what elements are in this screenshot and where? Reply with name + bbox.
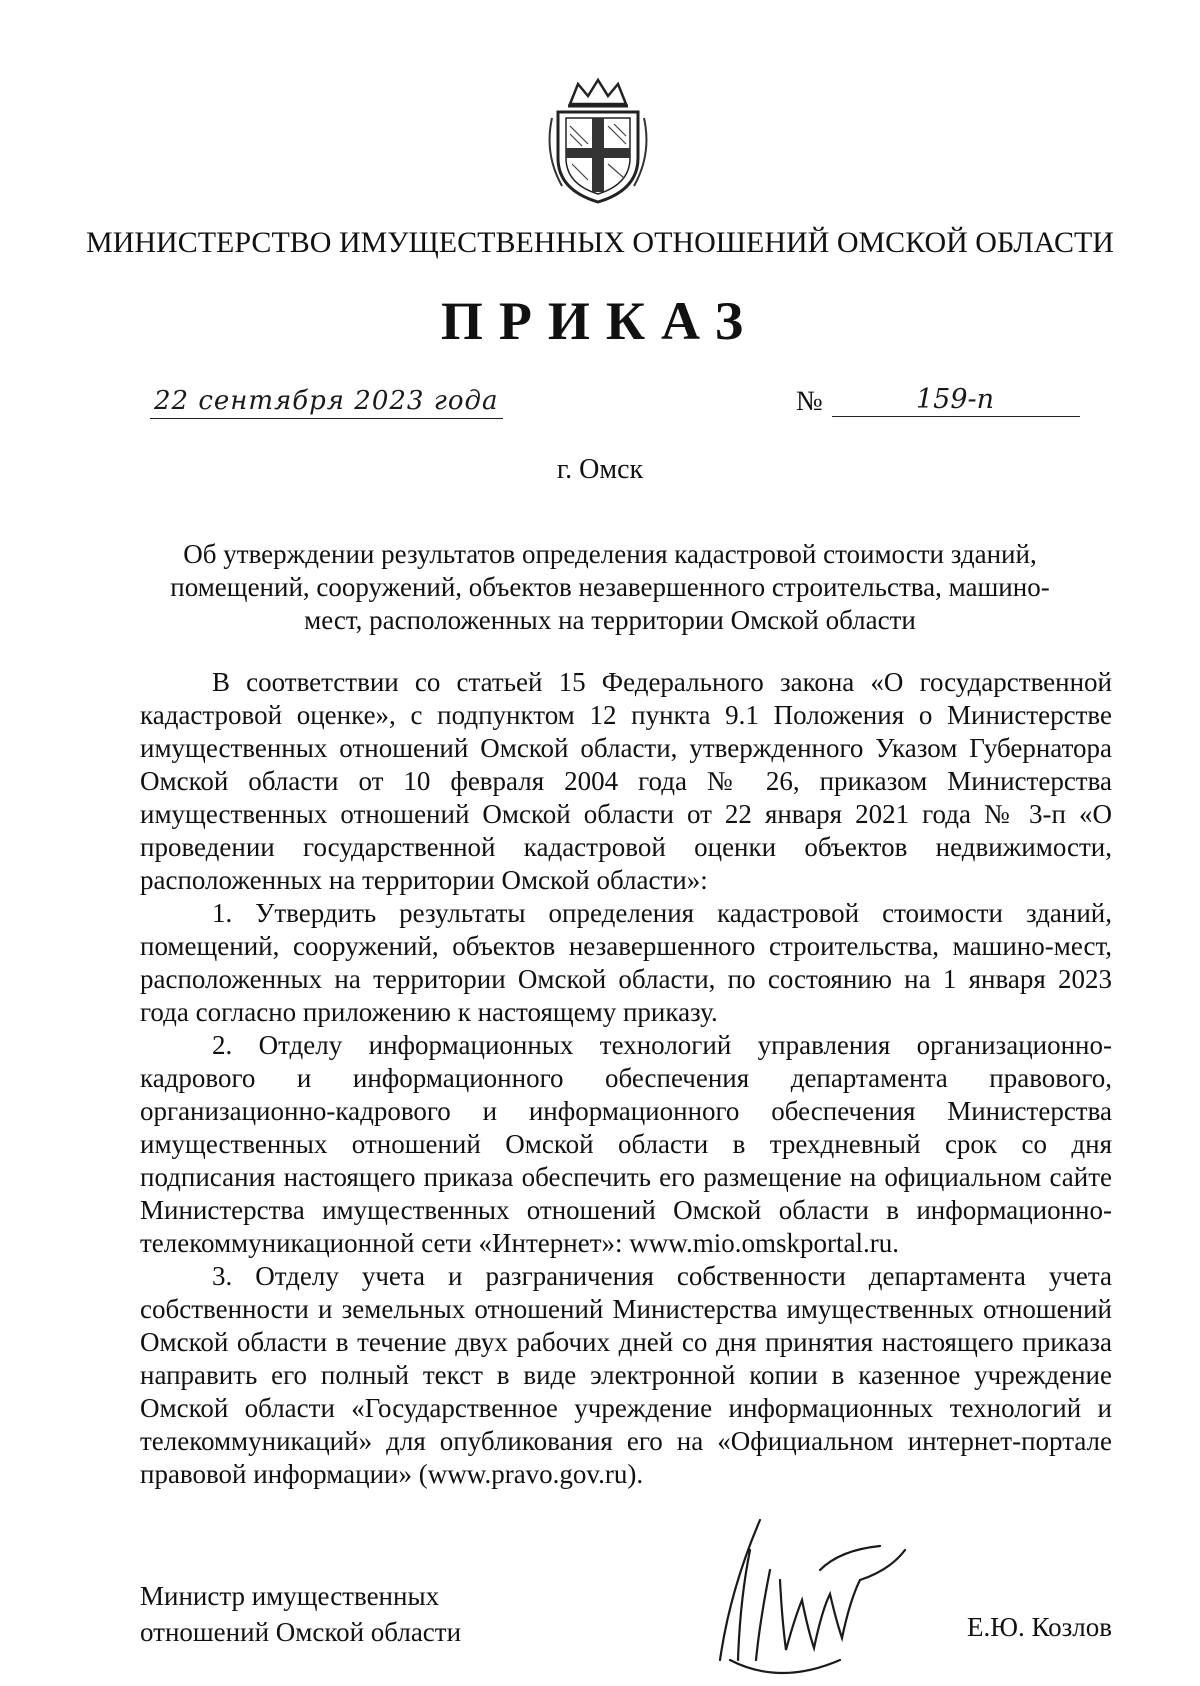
number-label: № [796,386,823,417]
handwritten-signature-icon [690,1510,920,1686]
position-line-2: отношений Омской области [140,1617,462,1647]
city-line: г. Омск [556,454,644,485]
document-type-title: ПРИКАЗ [440,291,760,351]
signatory-position [140,1578,461,1650]
number-underline [832,416,1080,417]
order-item-1: 1. Утвердить результаты определения кадастровой стоимости зданий, помещений, сооружений, объектов незавершенного строительства, машино-мест, расположенных на территории Омской области, по состоянию на 1 января 2023 года согласно приложению к настоящему приказу. [140,898,1112,1027]
handwritten-date: 22 сентября 2023 года [150,386,503,419]
ministry-name: МИНИСТЕРСТВО ИМУЩЕСТВЕННЫХ ОТНОШЕНИЙ ОМСКОЙ ОБЛАСТИ [86,226,1114,259]
order-body [140,666,1112,1491]
order-item-3: 3. Отделу учета и разграничения собственности департамента учета собственности и земельных отношений Министерства имущественных отношений Омской области в течение двух рабочих дней со дня принятия настоящего приказа направить его полный текст в виде электронной копии в казенное учреждение Омской области «Государственное учреждение информационных технологий и телекоммуникаций» для опубликования его на «Официальном интернет-портале правовой информации» (www.pravo.gov.ru). [140,1261,1112,1489]
handwritten-number: 159-п [916,384,995,415]
coat-of-arms-icon [532,74,664,206]
preamble-paragraph: В соответствии со статьей 15 Федерального закона «О государственной кадастровой оценке», с подпунктом 12 пункта 9.1 Положения о Министерстве имущественных отношений Омской области, утвержденного Указом Губернатора Омской области от 10 февраля 2004 года № 26, приказом Министерства имущественных отношений Омской области от 22 января 2021 года № 3-п «О проведении государственной кадастровой оценки объектов недвижимости, расположенных на территории Омской области»: [140,667,1112,895]
position-line-1: Министр имущественных [140,1581,440,1611]
document-number-field [796,384,1080,420]
order-subject: Об утверждении результатов определения кадастровой стоимости зданий, помещений, сооружений, объектов незавершенного строительства, машино-мест, расположенных на территории Омской области [170,539,1050,635]
signatory-name: Е.Ю. Козлов [966,1612,1112,1642]
order-item-2: 2. Отделу информационных технологий управления организационно-кадрового и информационного обеспечения департамента правового, организационно-кадрового и информационного обеспечения Министерства имущественных отношений Омской области в трехдневный срок со дня подписания настоящего приказа обеспечить его размещение на официальном сайте Министерства имущественных отношений Омской области в информационно-телекоммуникационной сети «Интернет»: www.mio.omskportal.ru. [140,1030,1112,1258]
